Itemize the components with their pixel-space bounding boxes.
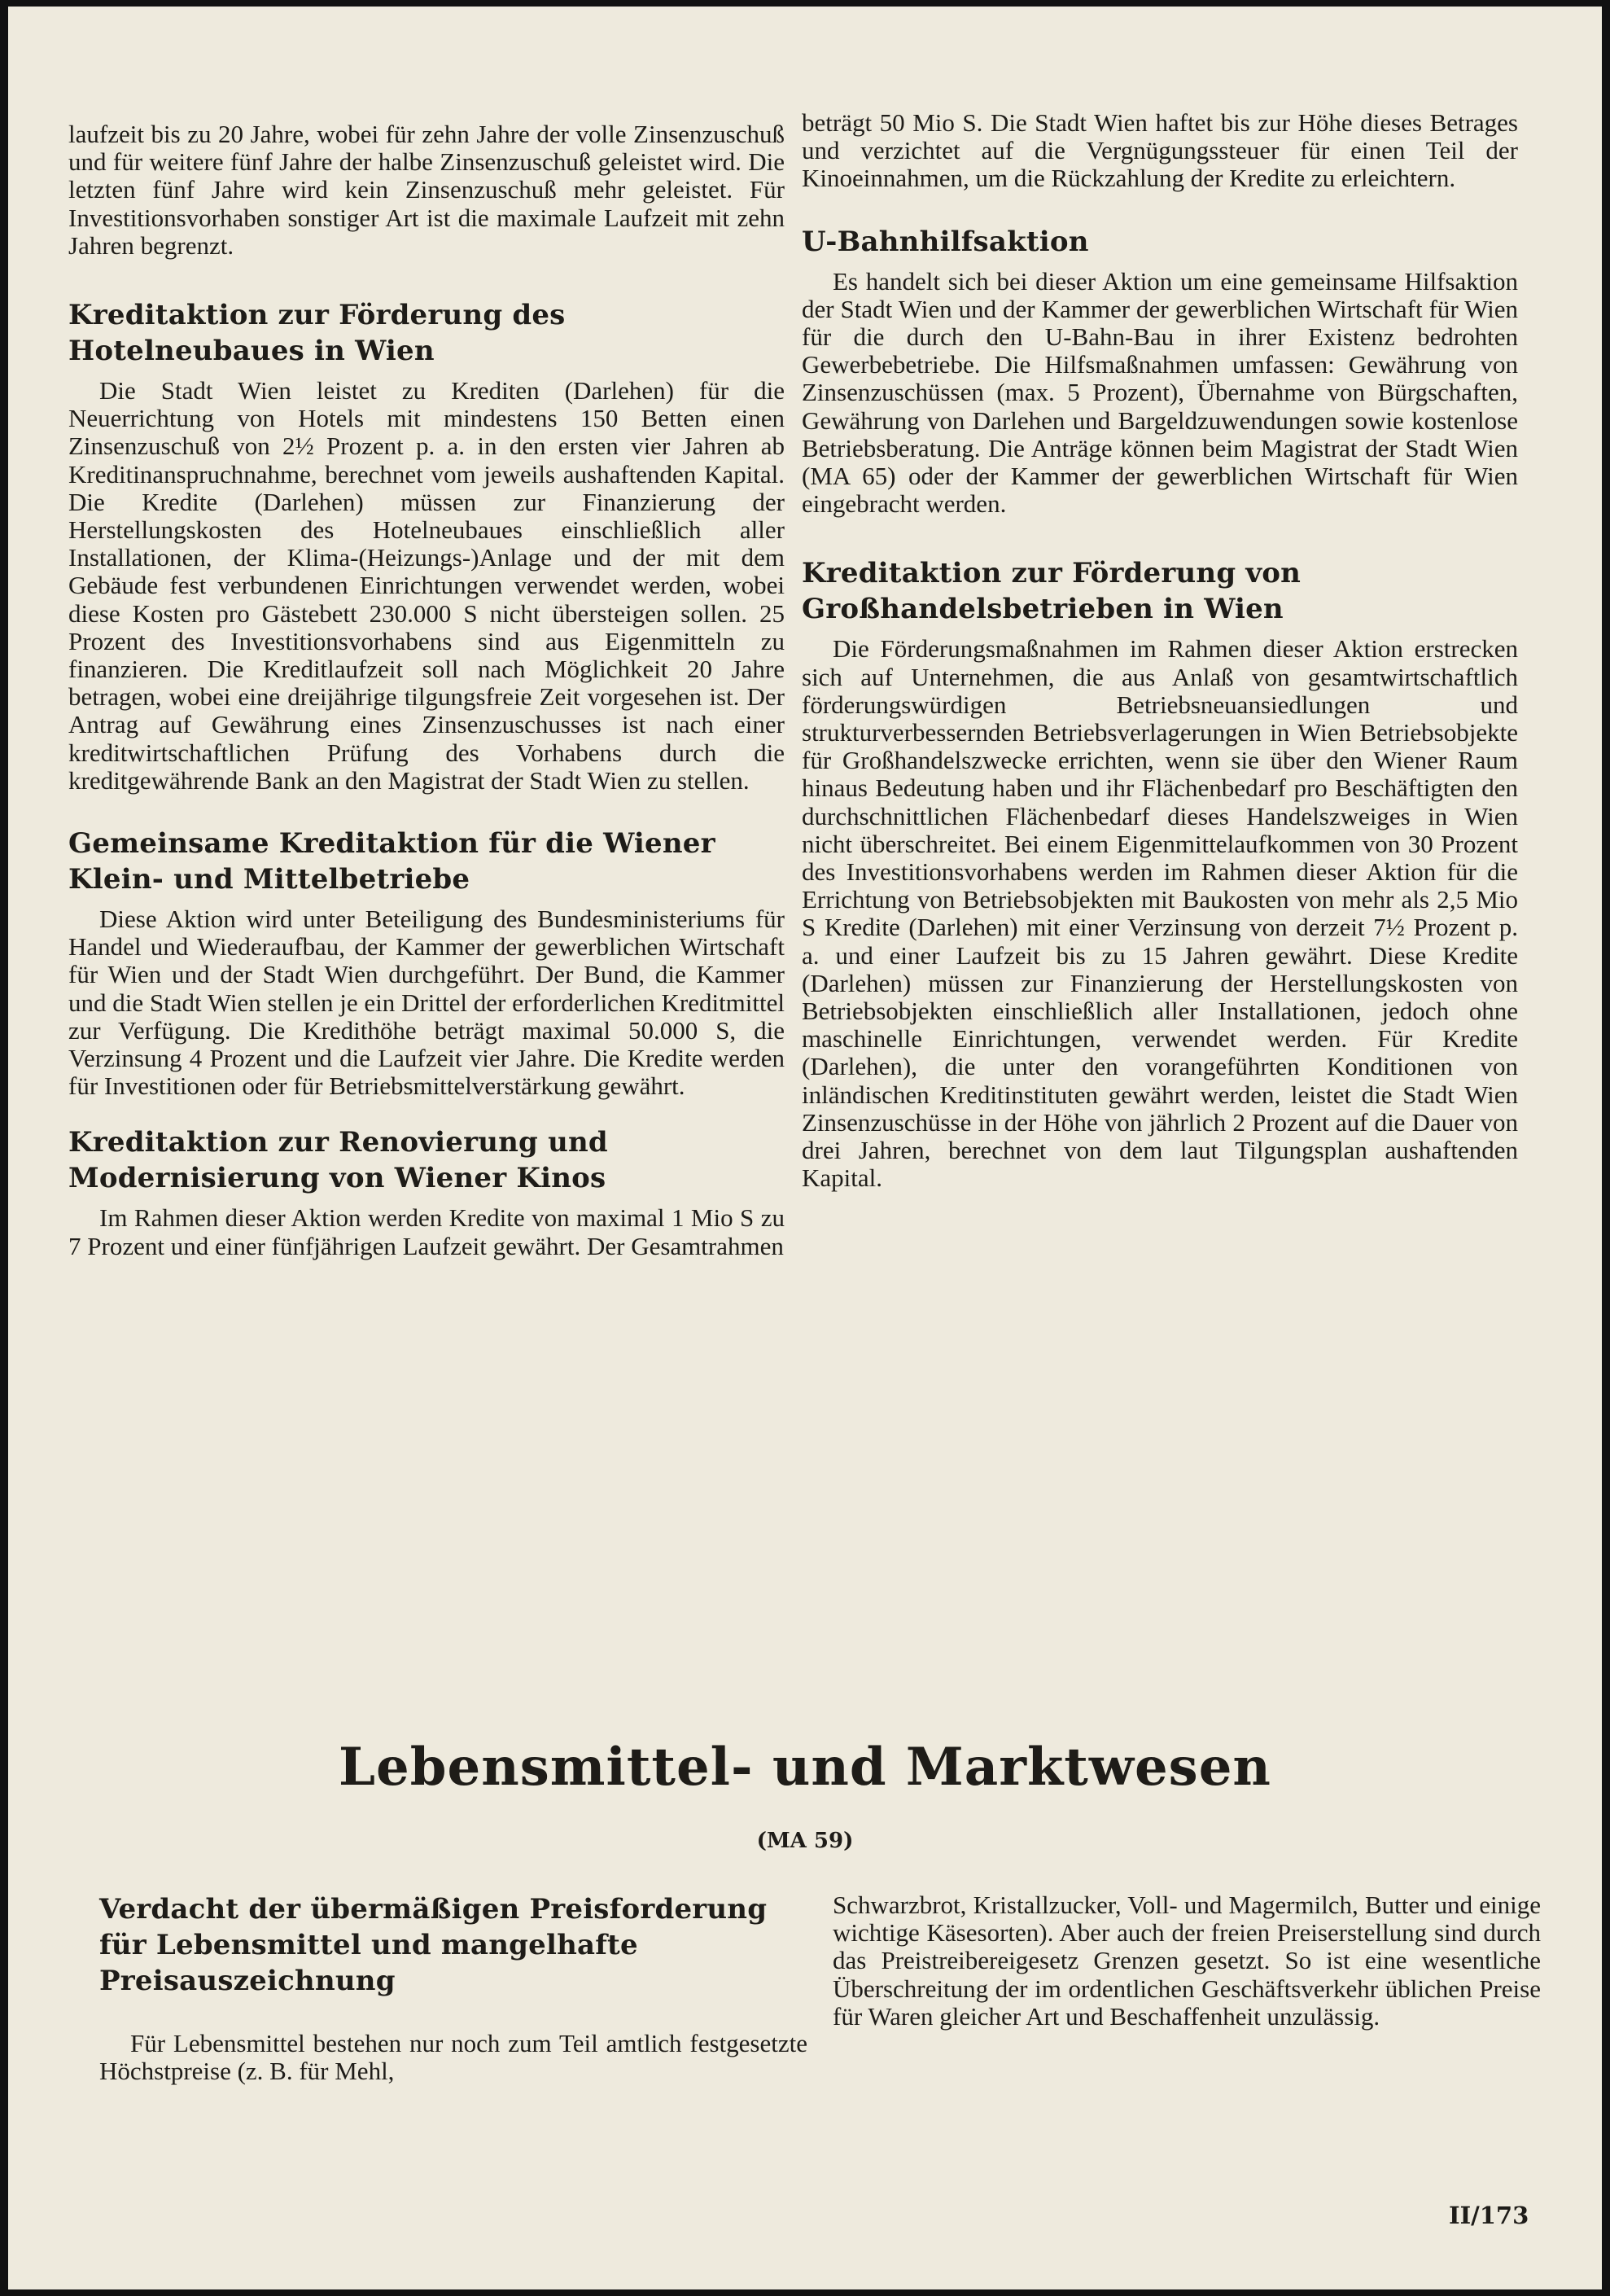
chapter-section-heading: Verdacht der übermäßigen Preisforderung für Lebensmittel und mangelhafte Preisauszeichnung — [99, 1893, 768, 1997]
section-heading-kleinbetriebe: Gemeinsame Kreditaktion für die Wiener Klein- und Mittelbetriebe — [68, 827, 715, 896]
section-heading-grosshandel: Kreditaktion zur Förderung von Großhandelsbetrieben in Wien — [802, 557, 1302, 626]
intro-paragraph: laufzeit bis zu 20 Jahre, wobei für zehn Jahre der volle Zinsenzuschuß und für weitere fünf Jahre der halbe Zinsenzuschuß geleistet wird. Die letzten fünf Jahre wird kein Zinsenzuschuß mehr geleistet. Für Investitionsvorhaben sonstiger Art ist die maximale Laufzeit mit zehn Jahren begrenzt. — [68, 120, 785, 260]
section-body-kinos: Im Rahmen dieser Aktion werden Kredite von maximal 1 Mio S zu 7 Prozent und einer fünfjährigen Laufzeit gewährt. Der Gesamtrahmen — [68, 1203, 785, 1260]
right-column — [802, 109, 1518, 1193]
department-code: (MA 59) — [756, 1829, 854, 1853]
section-body-ubahn: Es handelt sich bei dieser Aktion um eine gemeinsame Hilfsaktion der Stadt Wien und der Kammer der gewerblichen Wirtschaft für Wien für die durch den U-Bahn-Bau in ihrer Existenz bedrohten Gewerbebetriebe. Die Hilfsmaßnahmen umfassen: Gewährung von Zinsenzuschüssen (max. 5 Prozent), Übernahme von Bürgschaften, Gewährung von Darlehen und Bargeldzuwendungen sowie kostenlose Betriebsberatung. Die Anträge können beim Magistrat der Stadt Wien (MA 65) oder der Kammer der gewerblichen Wirtschaft für Wien eingebracht werden. — [802, 266, 1518, 519]
section-heading-ubahn: U-Bahnhilfsaktion — [802, 225, 1089, 258]
document-page — [8, 7, 1602, 2289]
chapter-right-body: Schwarzbrot, Kristallzucker, Voll- und Magermilch, Butter und einige wichtige Käsesorten). Aber auch der freien Preiserstellung sind durch das Preistreibereigesetz Grenzen gesetzt. So ist eine wesentliche Überschreitung der im ordentlichen Geschäftsverkehr üblichen Preise für Waren gleicher Art und Beschaffenheit unzulässig. — [833, 1891, 1541, 2031]
section-body-grosshandel: Die Förderungsmaßnahmen im Rahmen dieser Aktion erstrecken sich auf Unternehmen, die aus Anlaß von gesamtwirtschaftlich förderungswürdigen Betriebsneuansiedlungen und strukturverbessernden Betriebsverlagerungen in Wien Betriebsobjekte für Großhandelszwecke errichten, wenn sie über den Wiener Raum hinaus Bedeutung haben und ihr Flächenbedarf pro Beschäftigten den durchschnittlichen Flächenbedarf dieses Handelszweiges in Wien nicht überschreitet. Bei einem Eigenmittelaufkommen von 30 Prozent des Investitionsvorhabens werden im Rahmen dieser Aktion für die Errichtung von Betriebsobjekten mit Baukosten von mehr als 2,5 Mio S Kredite (Darlehen) mit einer Verzinsung von derzeit 7½ Prozent p. a. und einer Laufzeit bis zu 15 Jahren gewährt. Diese Kredite (Darlehen) müssen zur Finanzierung der Herstellungskosten von Betriebsobjekten einschließlich aller Installationen, jedoch ohne maschinelle Einrichtungen, verwendet werden. Für Kredite (Darlehen), die unter den vorangeführten Konditionen von inländischen Kreditinstituten gewährt werden, leistet die Stadt Wien Zinsenzuschüsse in der Höhe von jährlich 2 Prozent auf die Dauer von drei Jahren, berechnet von dem laut Tilgungsplan aushaftenden Kapital. — [802, 634, 1518, 1193]
intro-paragraph: beträgt 50 Mio S. Die Stadt Wien haftet bis zur Höhe dieses Betrages und verzichtet auf die Vergnügungssteuer für einen Teil der Kinoeinnahmen, um die Rückzahlung der Kredite zu erleichtern. — [802, 108, 1518, 193]
section-heading-kinos: Kreditaktion zur Renovierung und Modernisierung von Wiener Kinos — [68, 1126, 608, 1195]
left-column — [68, 120, 785, 1260]
page-number: II/173 — [1449, 2202, 1529, 2229]
chapter-title: Lebensmittel- und Marktwesen — [339, 1737, 1271, 1798]
section-body-kleinbetriebe: Diese Aktion wird unter Beteiligung des Bundesministeriums für Handel und Wiederaufbau, der Kammer der gewerblichen Wirtschaft für Wien und der Stadt Wien durchgeführt. Der Bund, die Kammer und die Stadt Wien stellen je ein Drittel der erforderlichen Kreditmittel zur Verfügung. Die Kredithöhe beträgt maximal 50.000 S, die Verzinsung 4 Prozent und die Laufzeit vier Jahre. Die Kredite werden für Investitionen oder für Betriebsmittelverstärkung gewährt. — [68, 905, 785, 1101]
chapter-left-body: Für Lebensmittel bestehen nur noch zum Teil amtlich festgesetzte Höchstpreise (z. B. für Mehl, — [99, 2029, 807, 2086]
section-heading-hotel: Kreditaktion zur Förderung des Hotelneubaues in Wien — [68, 299, 566, 368]
chapter-right-column — [833, 1891, 1541, 2031]
chapter-left-column — [99, 1891, 807, 2085]
section-body-hotel: Die Stadt Wien leistet zu Krediten (Darlehen) für die Neuerrichtung von Hotels mit mindestens 150 Betten einen Zinsenzuschuß von 2½ Prozent p. a. in den ersten vier Jahren ab Kreditinanspruchnahme, berechnet vom jeweils aushaftenden Kapital. Die Kredite (Darlehen) müssen zur Finanzierung der Herstellungskosten des Hotelneubaues einschließlich aller Installationen, der Klima-(Heizungs-)Anlage und der mit dem Gebäude fest verbundenen Einrichtungen verwendet werden, wobei diese Kosten pro Gästebett 230.000 S nicht übersteigen sollen. 25 Prozent des Investitionsvorhabens sind aus Eigenmitteln zu finanzieren. Die Kreditlaufzeit soll nach Möglichkeit 20 Jahre betragen, wobei eine dreijährige tilgungsfreie Zeit vorgesehen ist. Der Antrag auf Gewährung eines Zinsenzuschusses ist nach einer kreditwirtschaftlichen Prüfung des Vorhabens durch die kreditgewährende Bank an den Magistrat der Stadt Wien zu stellen. — [68, 376, 785, 795]
